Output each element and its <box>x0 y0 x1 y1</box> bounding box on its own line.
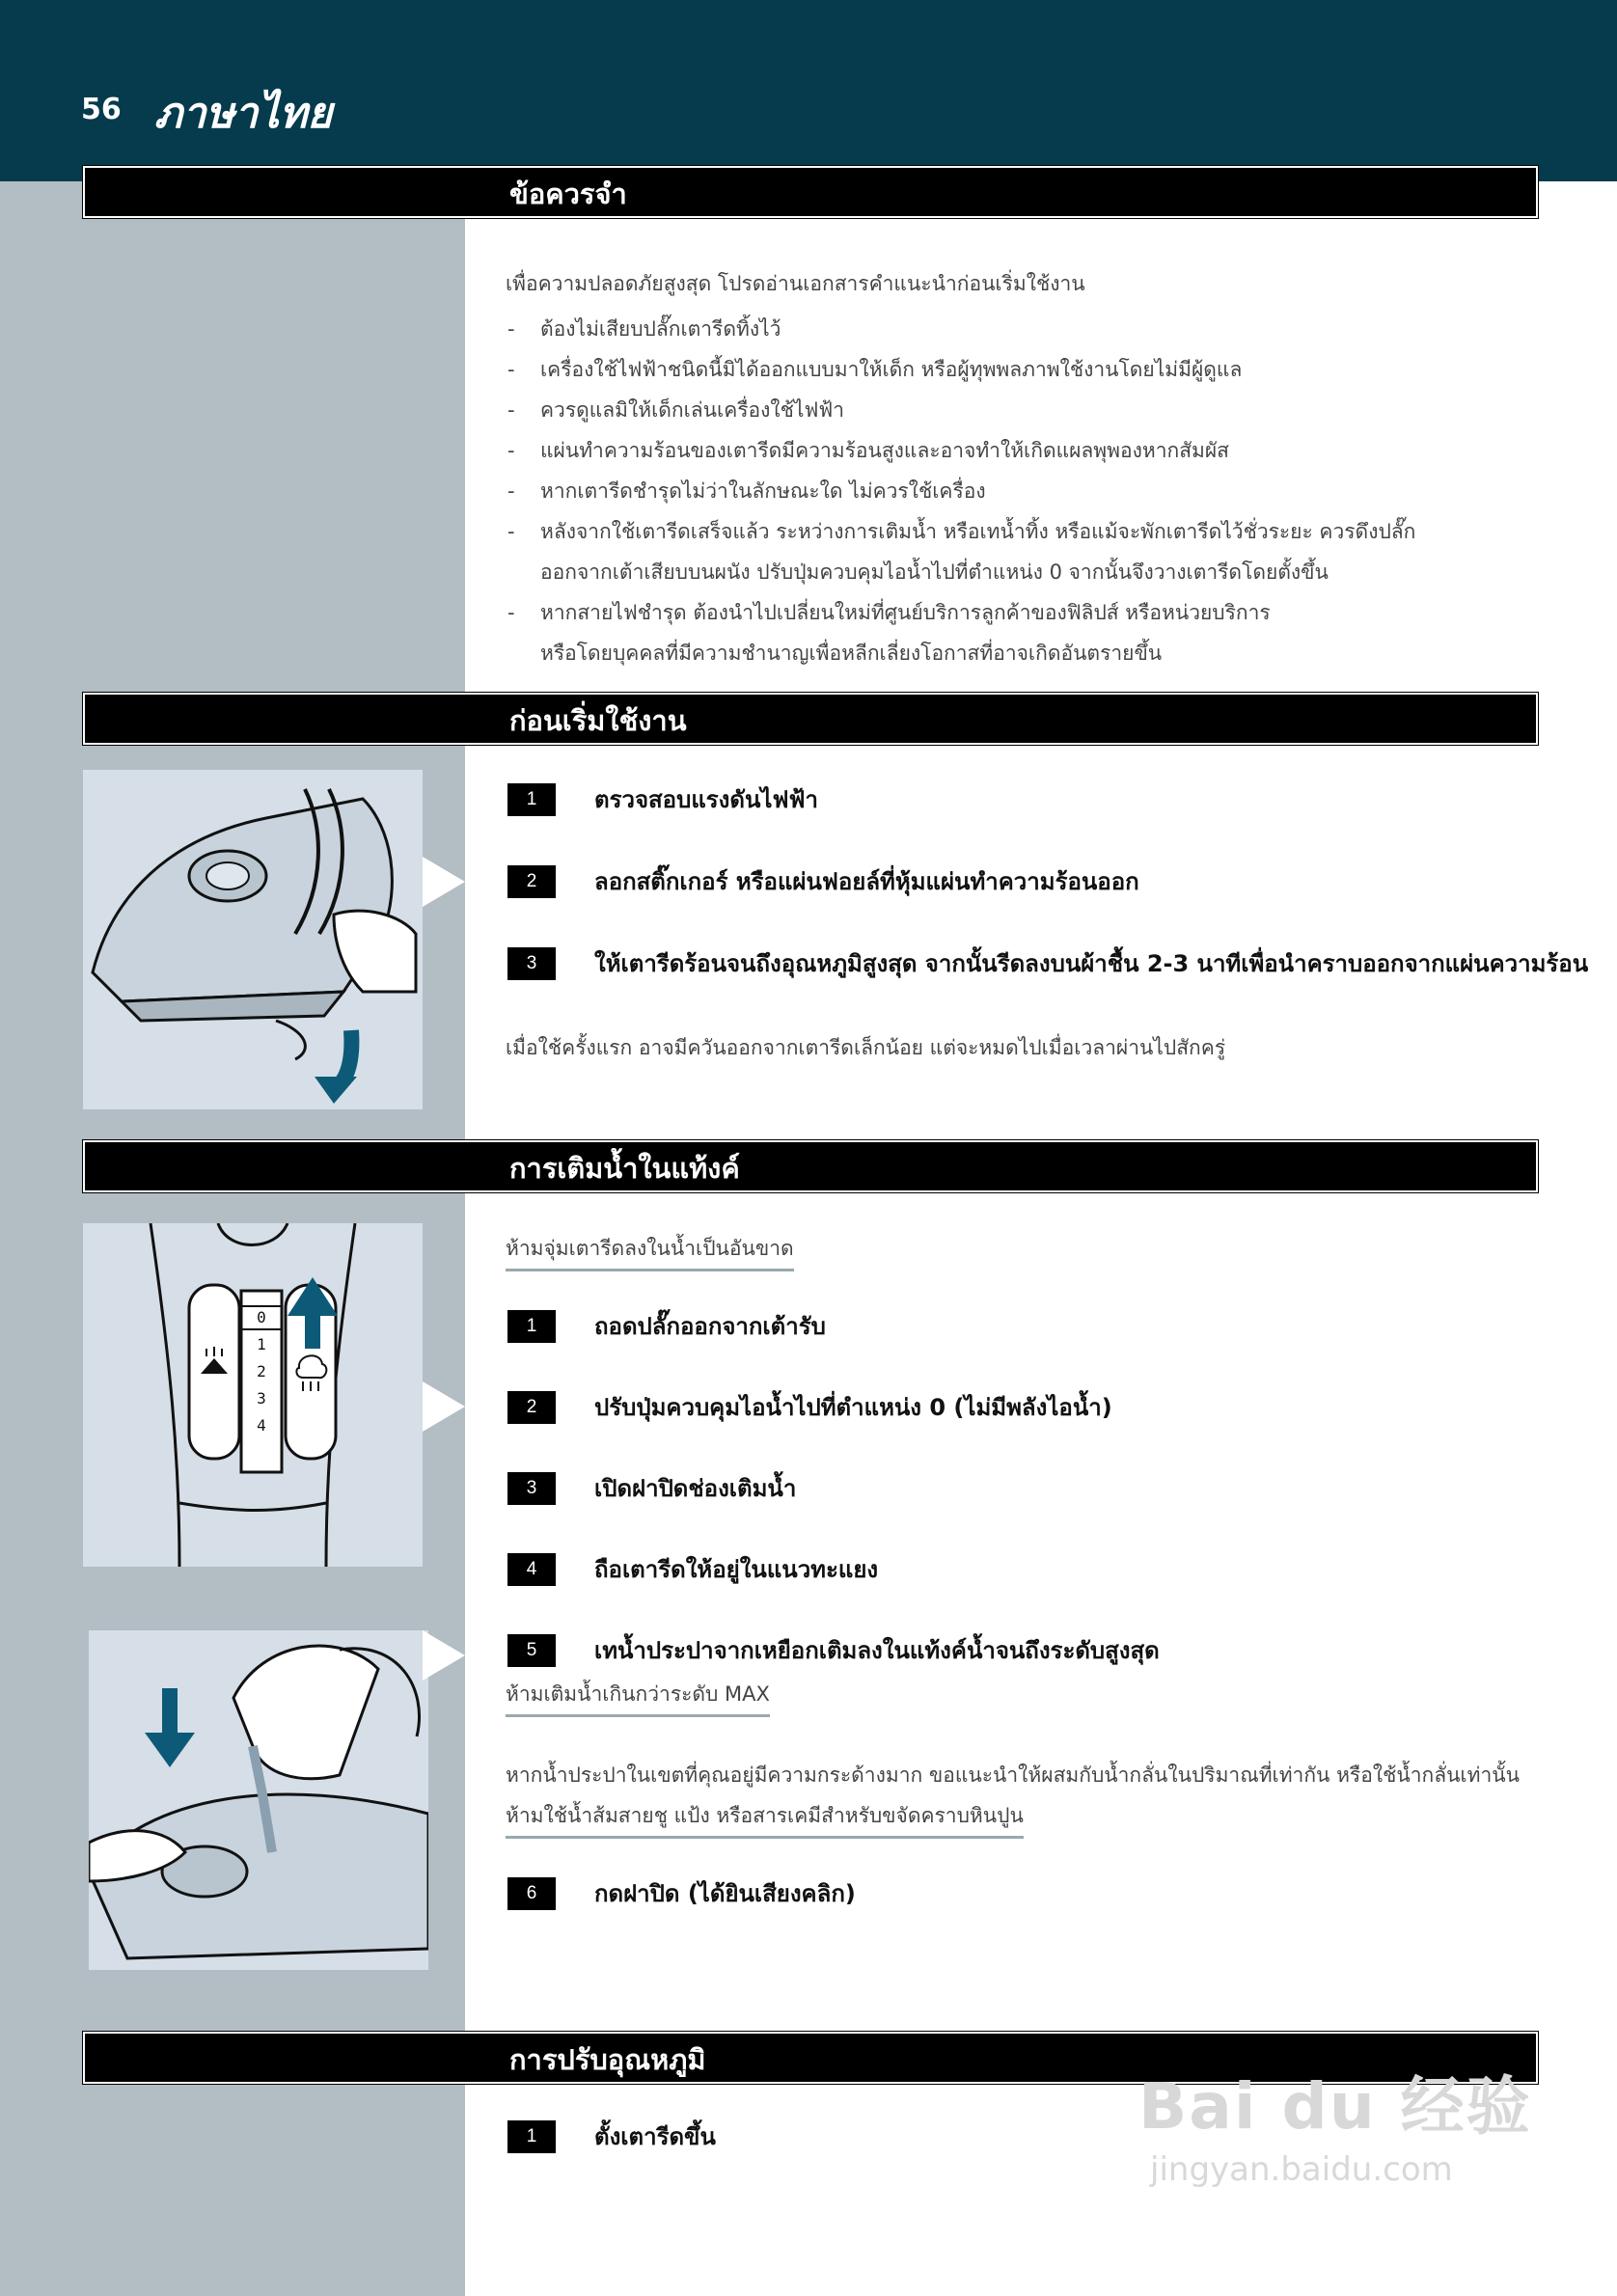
step-text: กดฝาปิด (ได้ยินเสียงคลิก) <box>594 1880 856 1907</box>
list-item: - ควรดูแลมิให้เด็กเล่นเครื่องใช้ไฟฟ้า <box>506 390 1415 430</box>
step-text: เทน้ำประปาจากเหยือกเติมลงในแท้งค์น้ำจนถึงระดับสูงสุด <box>594 1637 1160 1664</box>
section-title-temperature: การปรับอุณหภูมิ <box>509 2043 706 2076</box>
step-text: ลอกสติ๊กเกอร์ หรือแผ่นฟอยล์ที่หุ้มแผ่นทำความร้อนออก <box>594 868 1139 895</box>
watermark-brand: Bai du 经验 <box>1138 2069 1532 2144</box>
step-number: 1 <box>507 783 556 816</box>
section-bar-important <box>83 166 1538 218</box>
list-item-continued: ออกจากเต้าเสียบบนผนัง ปรับปุ่มควบคุมไอน้ำไปที่ตำแหน่ง 0 จากนั้นจึงวางเตารีดโดยตั้งขึ้น <box>540 560 1329 584</box>
step-text: ตรวจสอบแรงดันไฟฟ้า <box>594 786 818 813</box>
step-text: ให้เตารีดร้อนจนถึงอุณหภูมิสูงสุด จากนั้นรีดลงบนผ้าชื้น 2-3 นาทีเพื่อนำคราบออกจากแผ่นความร้อน <box>594 950 1589 977</box>
step-number: 1 <box>507 1310 556 1343</box>
before-use-note: เมื่อใช้ครั้งแรก อาจมีควันออกจากเตารีดเล็กน้อย แต่จะหมดไปเมื่อเวลาผ่านไปสักครู่ <box>506 1036 1226 1059</box>
list-item: - เครื่องใช้ไฟฟ้าชนิดนี้มิได้ออกแบบมาให้เด็ก หรือผู้ทุพพลภาพใช้งานโดยไม่มีผู้ดูแล <box>506 349 1415 390</box>
dial-label: 4 <box>257 1416 266 1435</box>
fill-water-illustration <box>89 1630 428 1970</box>
chemical-warning: ห้ามใช้น้ำส้มสายชู แป้ง หรือสารเคมีสำหรับขจัดคราบหินปูน <box>506 1800 1024 1839</box>
illustration-pointer <box>423 1630 465 1681</box>
hard-water-note: หากน้ำประปาในเขตที่คุณอยู่มีความกระด้างมาก ขอแนะนำให้ผสมกับน้ำกลั่นในปริมาณที่เท่ากัน หรือใช้น้ำกลั่นเท่านั้น <box>506 1763 1520 1787</box>
step-text: ถือเตารีดให้อยู่ในแนวทะแยง <box>594 1556 879 1583</box>
filling-warning: ห้ามจุ่มเตารีดลงในน้ำเป็นอันขาด <box>506 1233 794 1271</box>
dial-label: 2 <box>257 1362 266 1380</box>
page-number: 56 <box>81 93 122 126</box>
section-title-before-use: ก่อนเริ่มใช้งาน <box>509 704 687 737</box>
step-number: 6 <box>507 1877 556 1910</box>
step-text: ตั้งเตารีดขึ้น <box>594 2123 716 2150</box>
step-number: 2 <box>507 865 556 898</box>
iron-illustration-svg <box>83 770 423 1109</box>
list-item: - แผ่นทำความร้อนของเตารีดมีความร้อนสูงและอาจทำให้เกิดแผลพุพองหากสัมผัส <box>506 430 1415 471</box>
fill-water-svg <box>89 1630 428 1970</box>
list-item: - หากเตารีดชำรุดไม่ว่าในลักษณะใด ไม่ควรใช้เครื่อง <box>506 471 1415 511</box>
step-number: 3 <box>507 1472 556 1505</box>
max-level-warning: ห้ามเติมน้ำเกินกว่าระดับ MAX <box>506 1679 770 1717</box>
section-title-filling: การเติมน้ำในแท้งค์ <box>509 1152 740 1185</box>
list-item: - หากสายไฟชำรุด ต้องนำไปเปลี่ยนใหม่ที่ศูนย์บริการลูกค้าของฟิลิปส์ หรือหน่วยบริการ <box>506 592 1415 633</box>
step-number: 2 <box>507 1391 556 1424</box>
section-title-important: ข้อควรจำ <box>509 178 627 210</box>
dial-label: 1 <box>257 1335 266 1353</box>
step-number: 1 <box>507 2120 556 2153</box>
step-number: 5 <box>507 1634 556 1667</box>
list-item-continued: หรือโดยบุคคลที่มีความชำนาญเพื่อหลีกเลี่ยงโอกาสที่อาจเกิดอันตรายขึ้น <box>540 642 1163 665</box>
list-item: - ต้องไม่เสียบปลั๊กเตารีดทิ้งไว้ <box>506 309 1415 349</box>
dial-label: 0 <box>257 1308 266 1326</box>
baidu-watermark <box>1138 2055 1532 2189</box>
dial-label: 3 <box>257 1389 266 1408</box>
watermark-url: jingyan.baidu.com <box>1150 2150 1453 2189</box>
step-text: เปิดฝาปิดช่องเติมน้ำ <box>594 1475 797 1502</box>
language-title: ภาษาไทย <box>154 89 333 138</box>
step-number: 3 <box>507 947 556 980</box>
illustration-pointer <box>423 857 465 907</box>
steam-dial-scale <box>241 1304 282 1439</box>
step-number: 4 <box>507 1553 556 1586</box>
important-intro: เพื่อความปลอดภัยสูงสุด โปรดอ่านเอกสารคำแนะนำก่อนเริ่มใช้งาน <box>506 272 1085 295</box>
steam-dial-illustration <box>83 1223 423 1567</box>
important-list <box>506 268 1415 673</box>
iron-unwrap-illustration <box>83 770 423 1109</box>
page-header <box>0 0 1617 181</box>
step-text: ปรับปุ่มควบคุมไอน้ำไปที่ตำแหน่ง 0 (ไม่มีพลังไอน้ำ) <box>594 1394 1112 1421</box>
illustration-pointer <box>423 1381 465 1432</box>
section-bar-filling <box>83 1140 1538 1192</box>
section-bar-before-use <box>83 693 1538 745</box>
step-text: ถอดปลั๊กออกจากเต้ารับ <box>594 1313 826 1340</box>
list-item: - หลังจากใช้เตารีดเสร็จแล้ว ระหว่างการเติมน้ำ หรือเทน้ำทิ้ง หรือแม้จะพักเตารีดไว้ชั่วระยะ ควรดึงปลั๊ก <box>506 511 1415 552</box>
